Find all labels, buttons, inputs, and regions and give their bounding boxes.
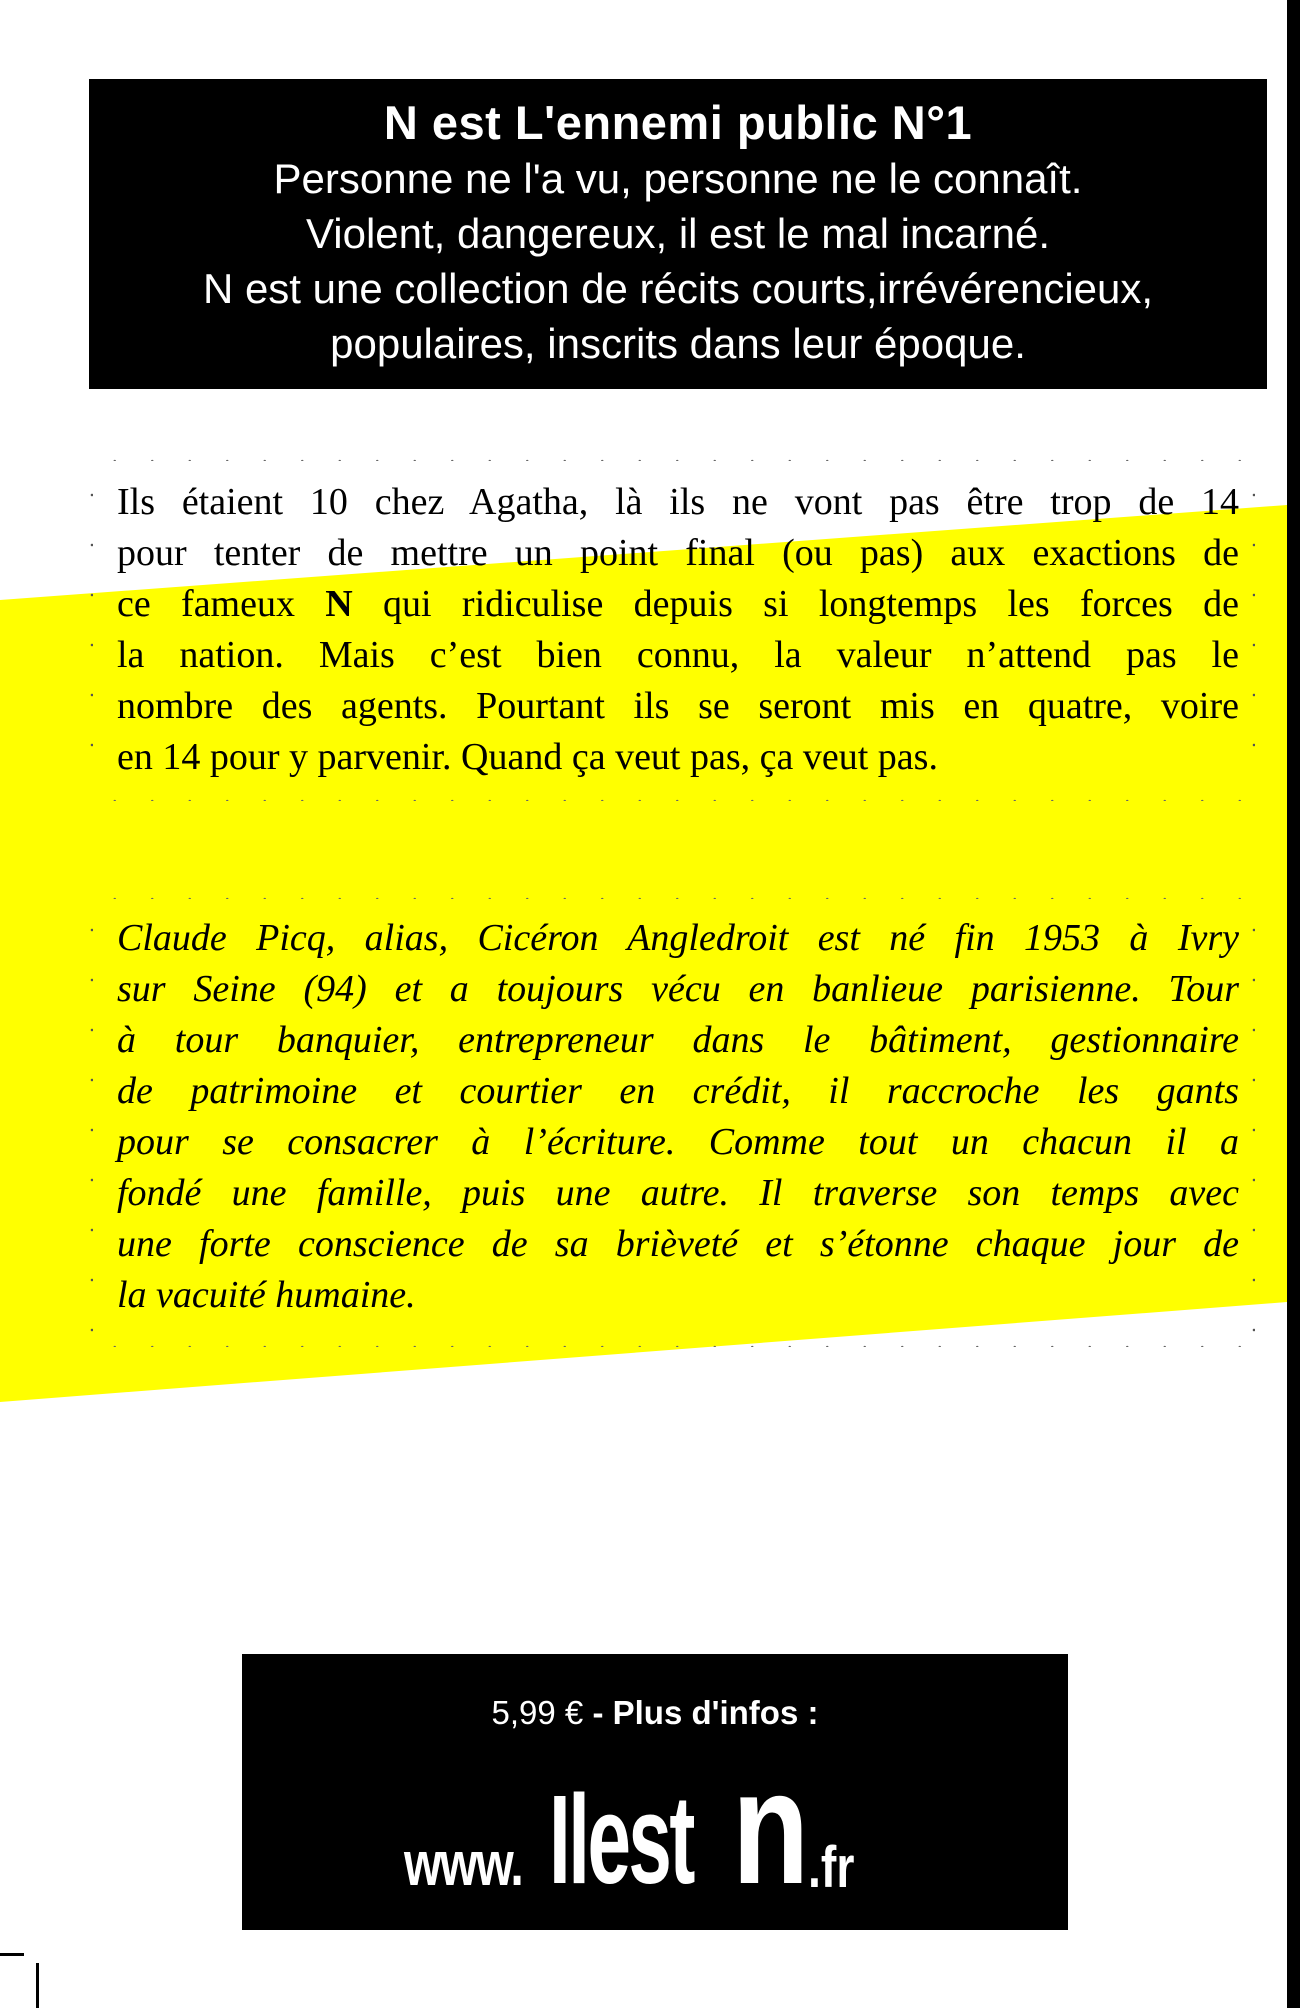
price-info-box[interactable] [242,1654,1068,1930]
synopsis-line: pour tenter de mettre un point final (ou pas) aux exactions de [117,532,1239,574]
header-box [89,79,1267,389]
website-url-logo[interactable] [242,1737,1068,1918]
synopsis-line: la nation. Mais c’est bien connu, la valeur n’attend pas le [117,634,1239,676]
bio-line: fondé une famille, puis une autre. Il traverse son temps avec [117,1172,1239,1214]
synopsis-text-fragment: qui ridiculise depuis si longtemps les forces de [352,583,1239,625]
header-line-2: Violent, dangereux, il est le mal incarné. [306,210,1050,257]
bio-line: pour se consacrer à l’écriture. Comme tout un chacun il a [117,1121,1239,1163]
bio-frame-right [1252,905,1255,1335]
n-bold-mark: N [325,583,353,625]
bio-line: Claude Picq, alias, Cicéron Angledroit est né fin 1953 à Ivry [117,917,1239,959]
bio-frame-bottom [96,1345,1256,1347]
url-fr: .fr [808,1835,855,1900]
synopsis-line: nombre des agents. Pourtant ils se seront mis en quatre, voire [117,685,1239,727]
bio-frame-top [96,897,1256,899]
synopsis-frame-top [96,459,1256,461]
synopsis-text [117,477,1239,783]
bio-line: à tour banquier, entrepreneur dans le bâtiment, gestionnaire [117,1019,1239,1061]
crop-mark-horizontal [0,1953,24,1956]
synopsis-frame-left [90,470,93,790]
price-line [242,1693,1068,1733]
url-n: n [732,1737,810,1918]
author-bio-text [117,913,1239,1321]
header-line-4: populaires, inscrits dans leur époque. [330,320,1026,367]
bio-line: une forte conscience de sa brièveté et s’étonne chaque jour de [117,1223,1239,1265]
bio-line: sur Seine (94) et a toujours vécu en banlieue parisienne. Tour [117,968,1239,1010]
synopsis-frame-bottom [96,799,1256,801]
price: 5,99 € [491,1694,584,1731]
header-line-3: N est une collection de récits courts,irrévérencieux, [202,265,1154,312]
synopsis-line [117,579,1239,630]
synopsis-line: en 14 pour y parvenir. Quand ça veut pas, ça veut pas. [117,736,938,778]
header-title: N est L'ennemi public N°1 [383,96,973,149]
synopsis-line: Ils étaient 10 chez Agatha, là ils ne vont pas être trop de 14 [117,481,1239,523]
bio-line: de patrimoine et courtier en crédit, il raccroche les gants [117,1070,1239,1112]
crop-mark-vertical [36,1963,39,2008]
bio-line: la vacuité humaine. [117,1274,416,1316]
url-ilest: Ilest [549,1769,693,1910]
synopsis-text-fragment: ce fameux [117,583,326,625]
header-line-1: Personne ne l'a vu, personne ne le connaît. [273,155,1083,202]
bio-frame-left [90,905,93,1335]
synopsis-frame-right [1252,470,1255,790]
more-info-label: - Plus d'infos : [583,1694,819,1731]
url-www: www. [404,1830,523,1899]
